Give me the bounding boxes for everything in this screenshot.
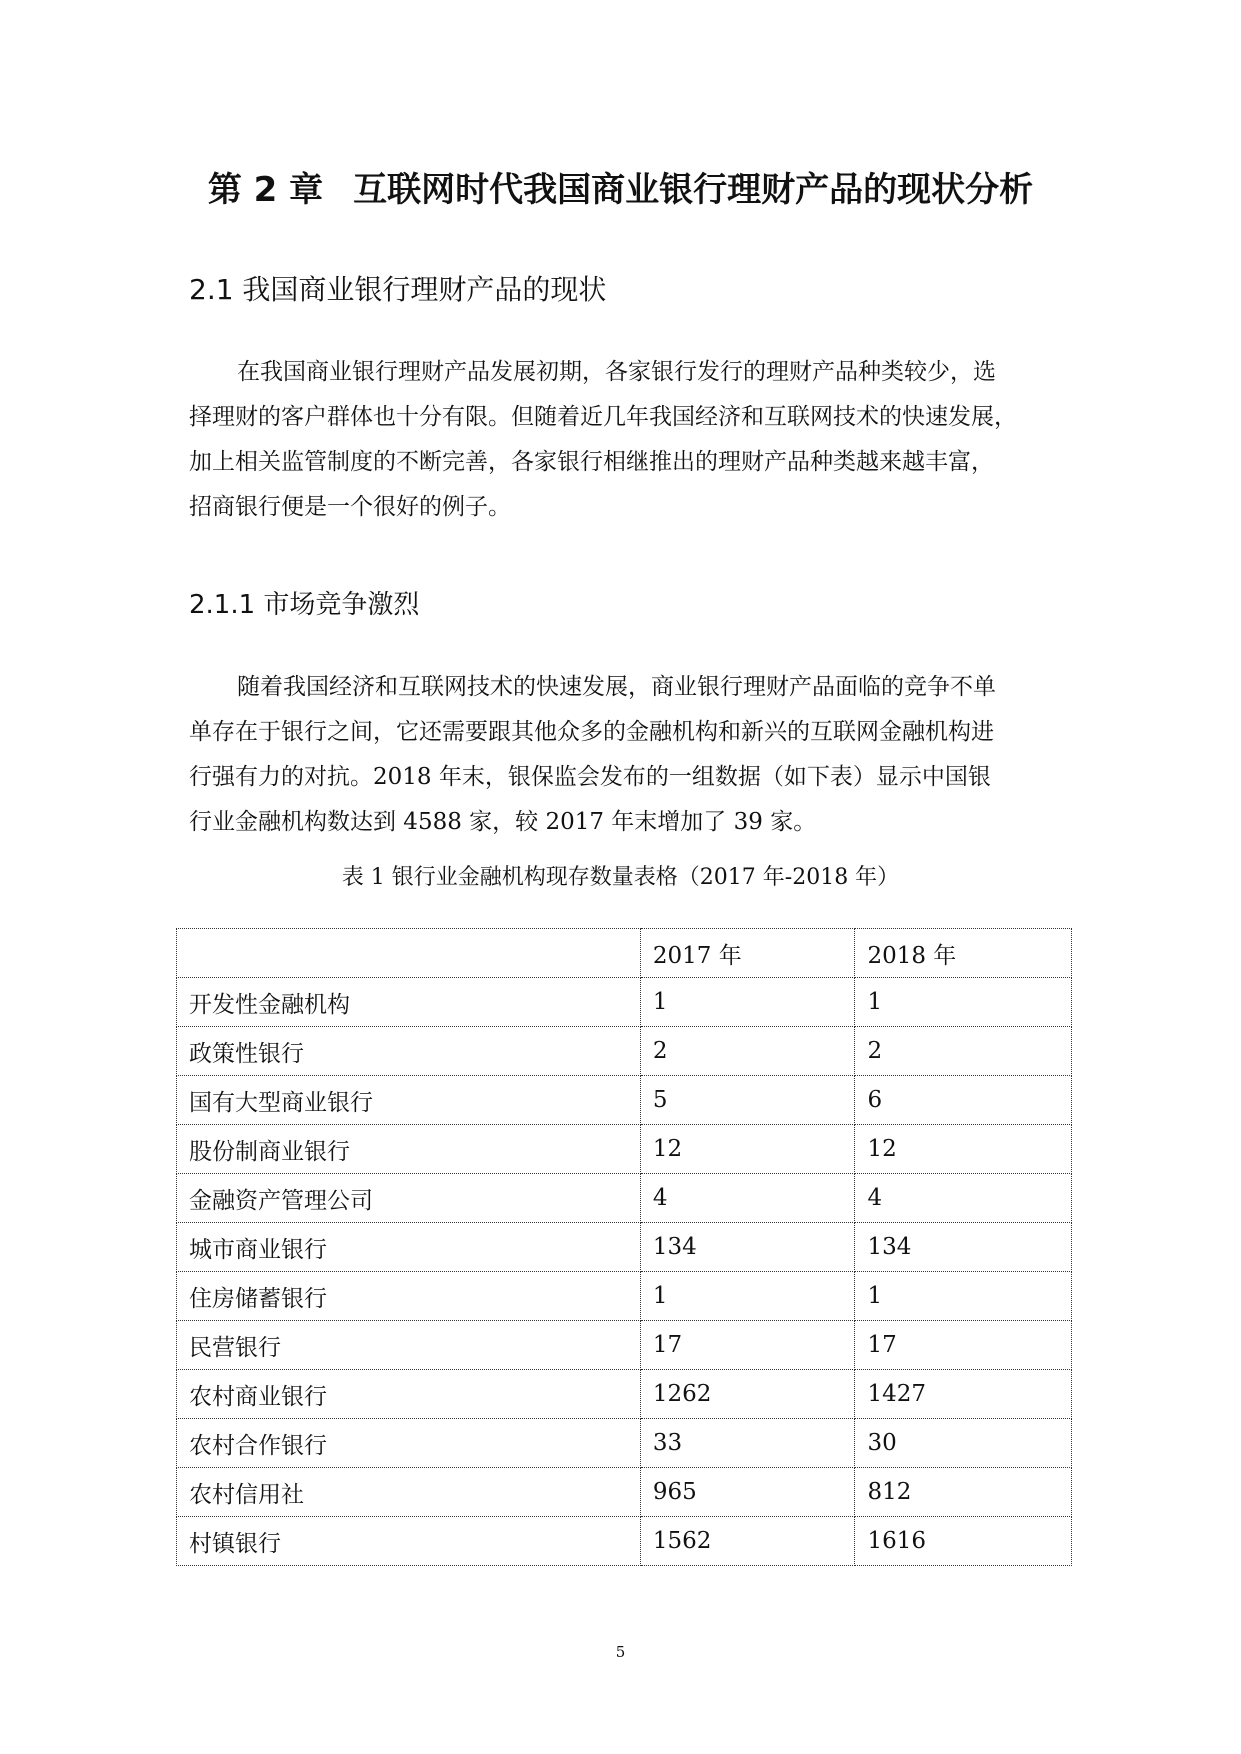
count-2018-cell: 17 (855, 1321, 1072, 1370)
count-2017-cell: 134 (640, 1223, 855, 1272)
count-2018-cell: 2 (855, 1027, 1072, 1076)
count-2018-cell: 1427 (855, 1370, 1072, 1419)
count-2017-cell: 1 (640, 978, 855, 1027)
institution-name-cell: 农村合作银行 (177, 1419, 641, 1468)
section-paragraph (189, 350, 1059, 530)
table-body (177, 929, 1072, 1566)
institution-name-cell: 城市商业银行 (177, 1223, 641, 1272)
table-row (177, 1468, 1072, 1517)
institution-name-cell: 村镇银行 (177, 1517, 641, 1566)
table-caption: 表 1 银行业金融机构现存数量表格（2017 年-2018 年） (341, 865, 900, 890)
table-header-cell: 2018 年 (855, 929, 1072, 978)
table-row (177, 1125, 1072, 1174)
institution-name-cell: 国有大型商业银行 (177, 1076, 641, 1125)
paragraph-line: 加上相关监管制度的不断完善，各家银行相继推出的理财产品种类越来越丰富， (189, 449, 994, 475)
table-header-row (177, 929, 1072, 978)
table-header-cell (177, 929, 641, 978)
table-row (177, 1076, 1072, 1125)
section-heading: 2.1 我国商业银行理财产品的现状 (189, 273, 607, 306)
count-2018-cell: 1616 (855, 1517, 1072, 1566)
paragraph-line: 行强有力的对抗。2018 年末，银保监会发布的一组数据（如下表）显示中国银 (189, 764, 991, 790)
count-2017-cell: 2 (640, 1027, 855, 1076)
count-2017-cell: 4 (640, 1174, 855, 1223)
subsection-heading: 2.1.1 市场竞争激烈 (189, 590, 420, 620)
count-2017-cell: 33 (640, 1419, 855, 1468)
paragraph-line: 单存在于银行之间，它还需要跟其他众多的金融机构和新兴的互联网金融机构进 (189, 719, 994, 745)
table-row (177, 1517, 1072, 1566)
count-2018-cell: 1 (855, 1272, 1072, 1321)
count-2018-cell: 30 (855, 1419, 1072, 1468)
count-2018-cell: 6 (855, 1076, 1072, 1125)
institution-name-cell: 股份制商业银行 (177, 1125, 641, 1174)
table-row (177, 1419, 1072, 1468)
page-number: 5 (615, 1643, 626, 1661)
count-2017-cell: 12 (640, 1125, 855, 1174)
count-2017-cell: 1262 (640, 1370, 855, 1419)
institution-name-cell: 农村商业银行 (177, 1370, 641, 1419)
table-row (177, 1321, 1072, 1370)
chapter-number: 第 2 章 (207, 170, 324, 210)
count-2017-cell: 5 (640, 1076, 855, 1125)
table-row (177, 1027, 1072, 1076)
paragraph-line: 行业金融机构数达到 4588 家，较 2017 年末增加了 39 家。 (189, 809, 817, 835)
count-2017-cell: 965 (640, 1468, 855, 1517)
table-row (177, 1370, 1072, 1419)
subsection-paragraph (189, 665, 1059, 845)
institution-name-cell: 开发性金融机构 (177, 978, 641, 1027)
institution-name-cell: 民营银行 (177, 1321, 641, 1370)
table-row (177, 1174, 1072, 1223)
paragraph-line: 择理财的客户群体也十分有限。但随着近几年我国经济和互联网技术的快速发展， (189, 404, 1017, 430)
institutions-table (176, 928, 1072, 1566)
table-row (177, 1272, 1072, 1321)
count-2018-cell: 1 (855, 978, 1072, 1027)
count-2017-cell: 17 (640, 1321, 855, 1370)
count-2018-cell: 4 (855, 1174, 1072, 1223)
count-2018-cell: 12 (855, 1125, 1072, 1174)
paragraph-line: 在我国商业银行理财产品发展初期，各家银行发行的理财产品种类较少，选 (237, 359, 996, 385)
institution-name-cell: 农村信用社 (177, 1468, 641, 1517)
paragraph-line: 招商银行便是一个很好的例子。 (189, 494, 511, 520)
table-row (177, 1223, 1072, 1272)
count-2018-cell: 812 (855, 1468, 1072, 1517)
chapter-title-text: 互联网时代我国商业银行理财产品的现状分析 (353, 170, 1034, 210)
count-2018-cell: 134 (855, 1223, 1072, 1272)
count-2017-cell: 1 (640, 1272, 855, 1321)
table-header-cell: 2017 年 (640, 929, 855, 978)
count-2017-cell: 1562 (640, 1517, 855, 1566)
paragraph-line: 随着我国经济和互联网技术的快速发展，商业银行理财产品面临的竞争不单 (237, 674, 996, 700)
institution-name-cell: 金融资产管理公司 (177, 1174, 641, 1223)
chapter-title (0, 165, 1241, 215)
institution-name-cell: 政策性银行 (177, 1027, 641, 1076)
table-row (177, 978, 1072, 1027)
institution-name-cell: 住房储蓄银行 (177, 1272, 641, 1321)
